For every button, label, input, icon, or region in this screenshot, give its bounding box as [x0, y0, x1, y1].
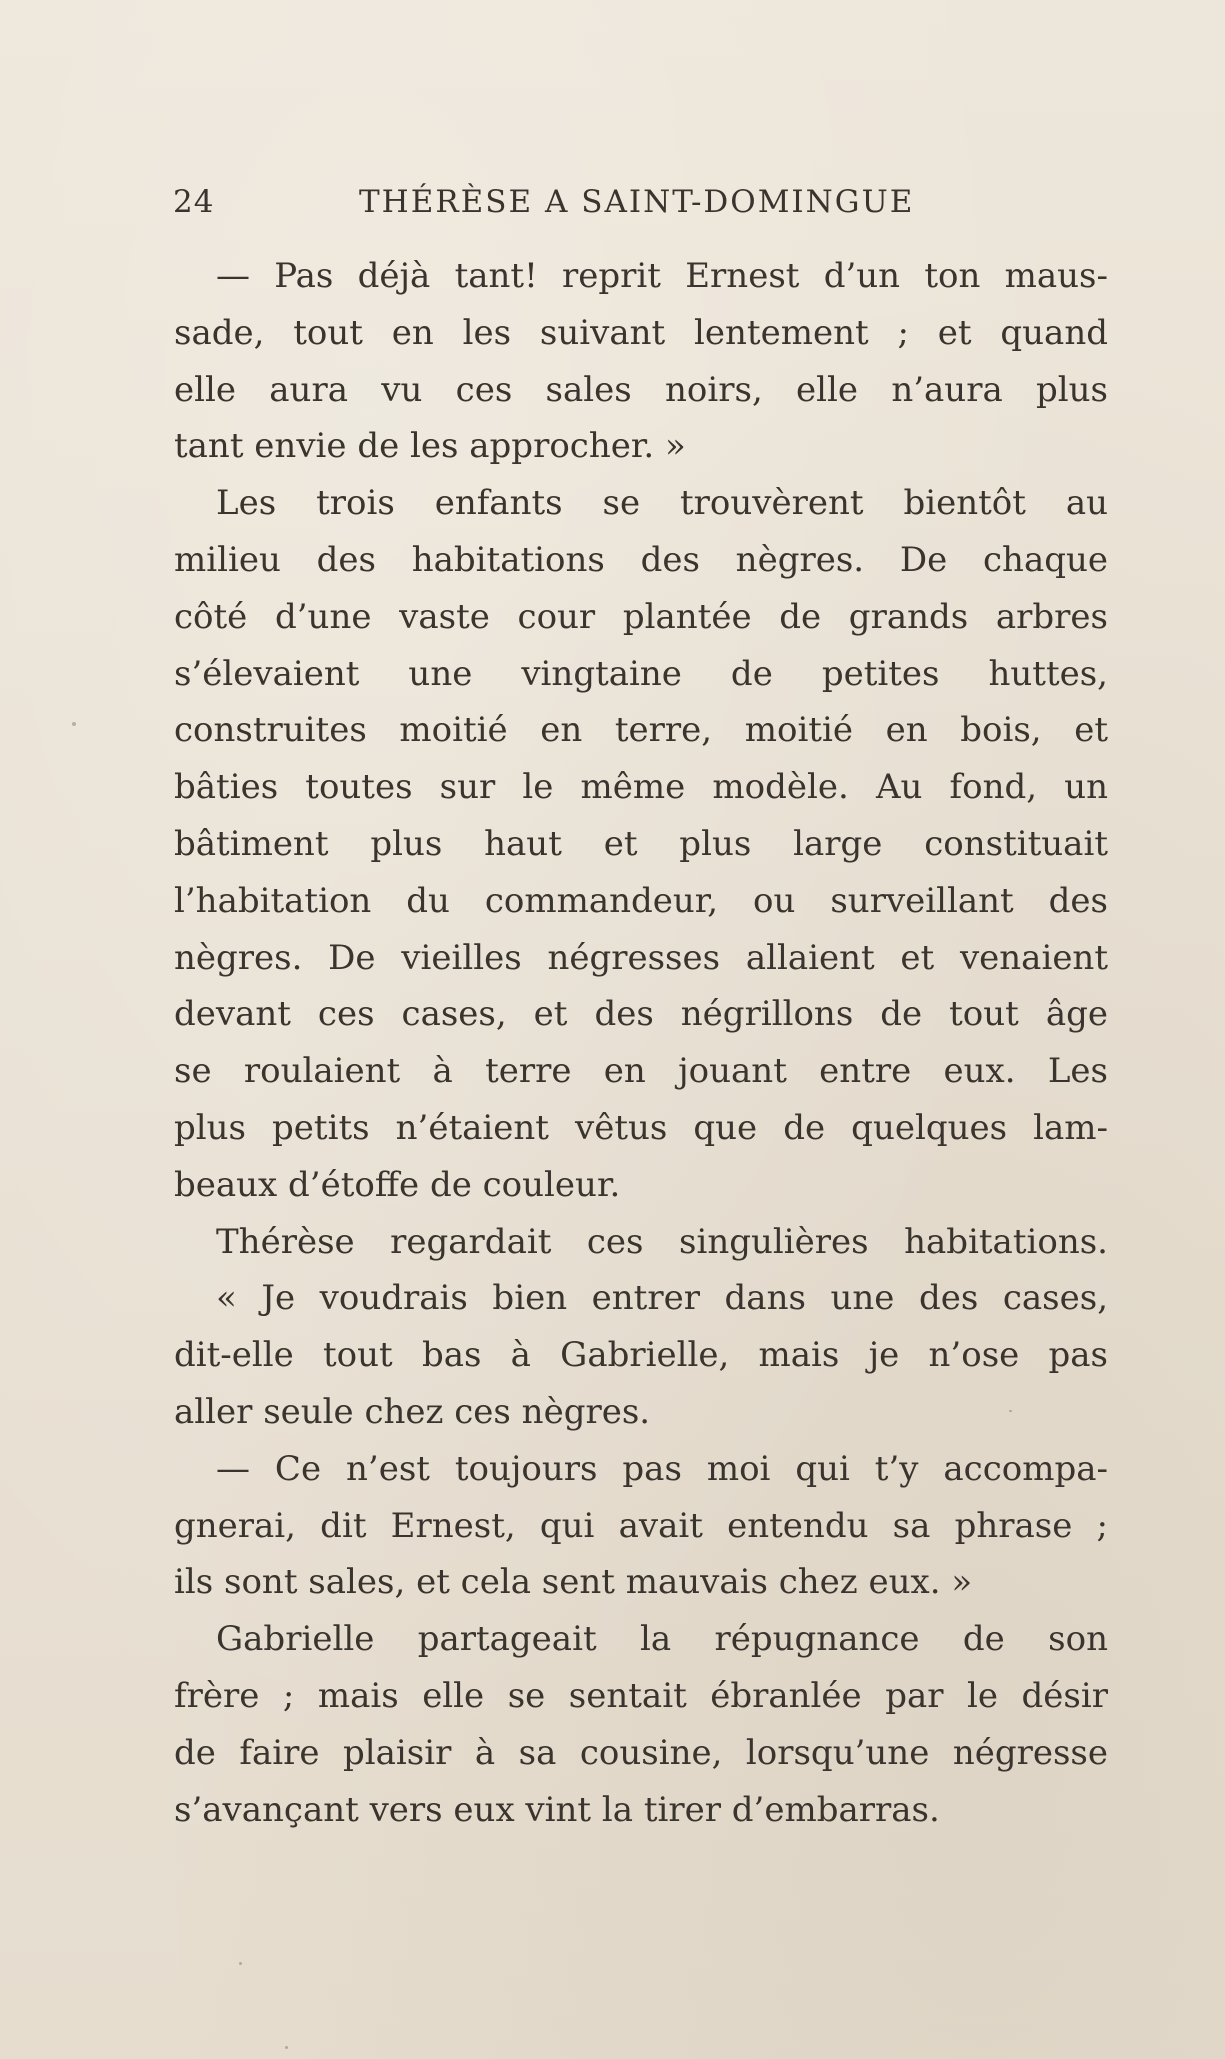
running-title: THÉRÈSE A SAINT-DOMINGUE: [359, 184, 915, 220]
text-line: construites moitié en terre, moitié en bois, et: [174, 710, 1108, 751]
text-line: dit-elle tout bas à Gabrielle, mais je n’ose pas: [174, 1335, 1108, 1376]
text-line: ils sont sales, et cela sent mauvais chez eux. »: [174, 1562, 973, 1603]
page-header: [173, 184, 1113, 232]
text-line: Les trois enfants se trouvèrent bientôt au: [216, 483, 1108, 524]
paper-speck: [1009, 1410, 1012, 1412]
text-line: de faire plaisir à sa cousine, lorsqu’une négresse: [174, 1732, 1108, 1773]
text-line: l’habitation du commandeur, ou surveillant des: [174, 880, 1108, 921]
text-line: frère ; mais elle se sentait ébranlée par le désir: [174, 1675, 1108, 1716]
text-line: sade, tout en les suivant lentement ; et quand: [174, 312, 1108, 353]
text-line: Thérèse regardait ces singulières habitations.: [216, 1221, 1108, 1262]
text-line: côté d’une vaste cour plantée de grands arbres: [174, 596, 1108, 637]
text-line: se roulaient à terre en jouant entre eux. Les: [174, 1051, 1108, 1092]
text-line: « Je voudrais bien entrer dans une des cases,: [216, 1278, 1108, 1319]
text-line: — Pas déjà tant! reprit Ernest d’un ton maus-: [216, 256, 1108, 296]
text-line: beaux d’étoffe de couleur.: [174, 1164, 621, 1205]
text-line: Gabrielle partageait la répugnance de son: [216, 1619, 1108, 1660]
body-text: [174, 248, 1108, 1838]
text-line: — Ce n’est toujours pas moi qui t’y accompa-: [216, 1448, 1108, 1489]
text-line: s’avançant vers eux vint la tirer d’embarras.: [174, 1789, 940, 1830]
paper-speck: [72, 722, 76, 726]
text-line: devant ces cases, et des négrillons de tout âge: [174, 994, 1108, 1035]
paper-speck: [239, 1962, 242, 1965]
paper-speck: [285, 2046, 288, 2049]
text-line: bâtiment plus haut et plus large constituait: [174, 823, 1108, 864]
text-line: s’élevaient une vingtaine de petites huttes,: [174, 653, 1108, 694]
text-line: milieu des habitations des nègres. De chaque: [174, 539, 1108, 580]
text-line: elle aura vu ces sales noirs, elle n’aura plus: [174, 369, 1108, 410]
text-line: nègres. De vieilles négresses allaient et venaient: [174, 937, 1108, 978]
page-number: 24: [173, 184, 215, 220]
text-line: gnerai, dit Ernest, qui avait entendu sa phrase ;: [174, 1505, 1108, 1546]
text-line: tant envie de les approcher. »: [174, 426, 686, 467]
text-line: bâties toutes sur le même modèle. Au fond, un: [174, 767, 1108, 808]
text-line: aller seule chez ces nègres.: [174, 1391, 651, 1432]
text-line: plus petits n’étaient vêtus que de quelques lam-: [174, 1107, 1108, 1148]
